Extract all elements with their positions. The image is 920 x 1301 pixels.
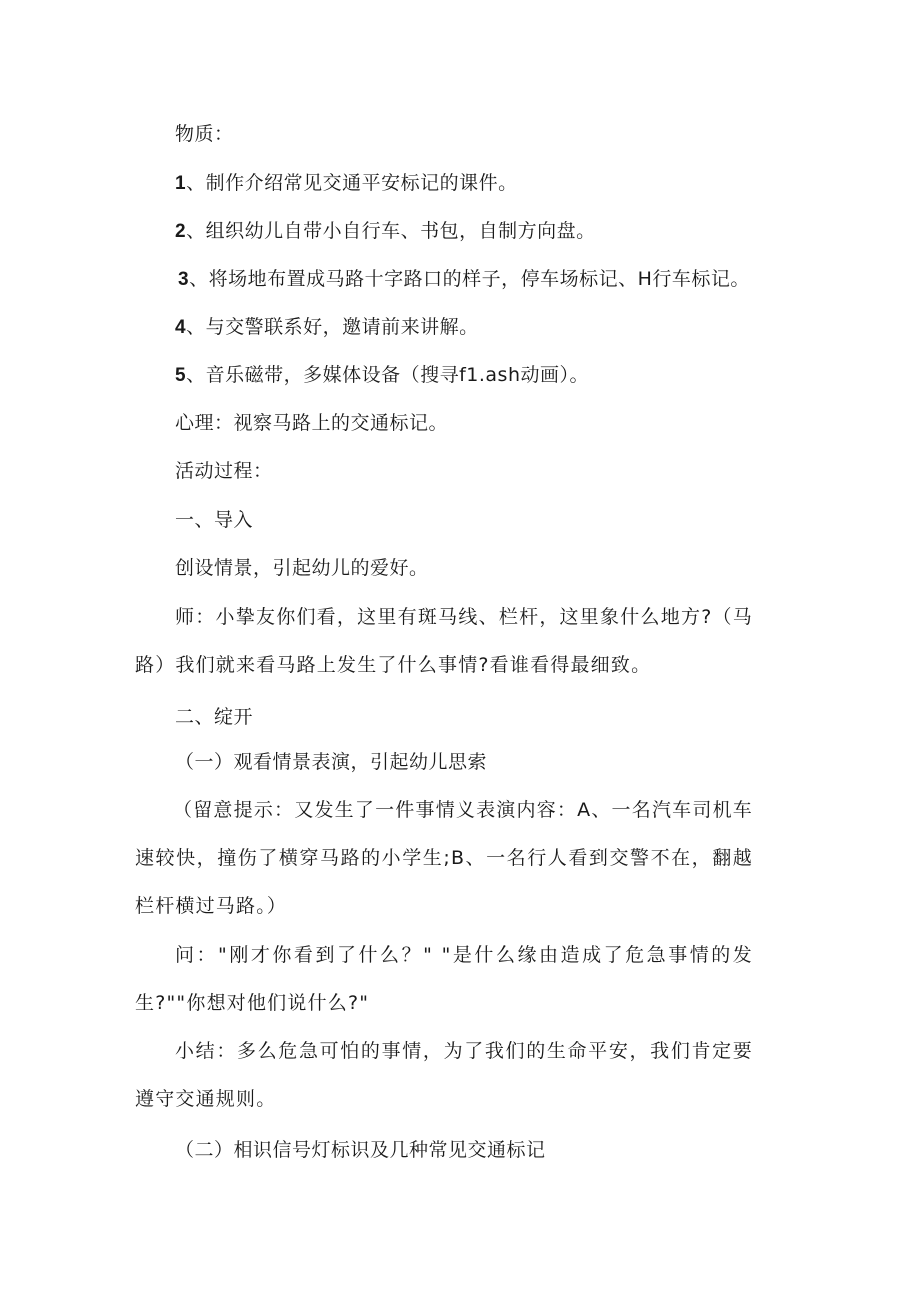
section2-heading: 二、绽开 (175, 706, 254, 728)
list-item (175, 315, 479, 340)
item-number: 4 (175, 317, 187, 338)
section1-text: 创设情景，引起幼儿的爱好。 (175, 557, 429, 579)
item-number: 5 (175, 365, 187, 386)
list-item (175, 219, 596, 244)
summary-paragraph: 小结：多么危急可怕的事情，为了我们的生命平安，我们肯定要遵守交通规则。 (135, 1040, 753, 1110)
item-text: 、音乐磁带，多媒体设备（搜寻f1.ash动画）。 (186, 364, 589, 386)
item-text: 、将场地布置成马路十字路口的样子，停车场标记、H行车标记。 (189, 268, 750, 290)
teacher-paragraph: 师：小挚友你们看，这里有斑马线、栏杆，这里象什么地方?（马路）我们就来看马路上发生了什么事情?看谁看得最细致。 (135, 606, 753, 676)
list-item (175, 171, 518, 196)
psychology-line: 心理：视察马路上的交通标记。 (175, 412, 449, 434)
materials-heading: 物质： (175, 123, 234, 145)
item-text: 、制作介绍常见交通平安标记的课件。 (186, 172, 518, 194)
note-paragraph: （留意提示：又发生了一件事情义表演内容：A、一名汽车司机车速较快，撞伤了横穿马路的小学生;B、一名行人看到交警不在，翻越栏杆横过马路。） (135, 799, 753, 917)
list-item (178, 267, 750, 292)
list-item (175, 363, 589, 388)
sub1-heading: （一）观看情景表演，引起幼儿思索 (175, 751, 488, 773)
section1-heading: 一、导入 (175, 509, 254, 531)
item-text: 、与交警联系好，邀请前来讲解。 (186, 316, 479, 338)
process-heading: 活动过程： (175, 460, 273, 482)
item-text: 、组织幼儿自带小自行车、书包，自制方向盘。 (186, 220, 596, 242)
item-number: 3 (178, 269, 190, 290)
sub2-heading: （二）相识信号灯标识及几种常见交通标记 (175, 1139, 546, 1161)
question-paragraph: 问："刚才你看到了什么？" "是什么缘由造成了危急事情的发生?""你想对他们说什么?" (135, 944, 753, 1014)
item-number: 1 (175, 173, 187, 194)
item-number: 2 (175, 221, 187, 242)
